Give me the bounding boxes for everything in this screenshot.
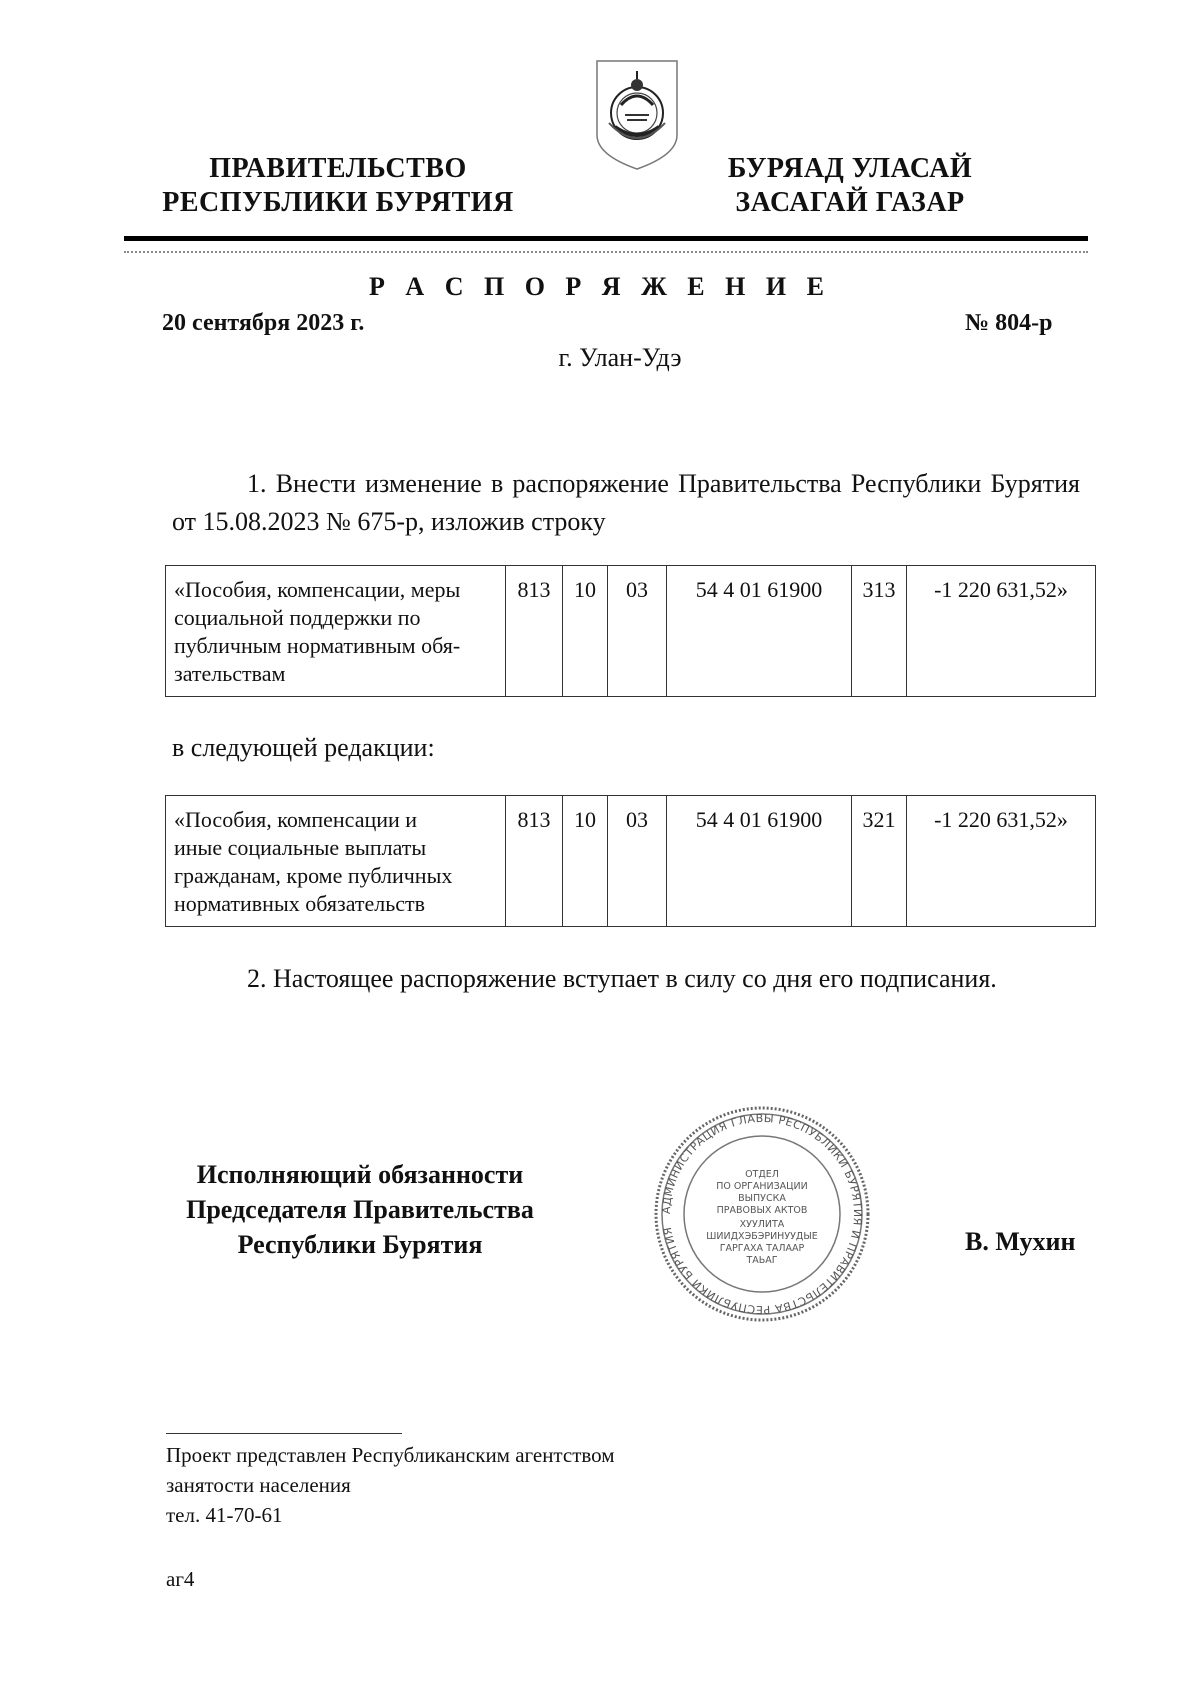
header-right-line2: ЗАСАГАЙ ГАЗАР (735, 187, 965, 218)
footer-phone: тел. 41-70-61 (166, 1503, 283, 1527)
target-article-cell: 54 4 01 61900 (667, 796, 852, 927)
document-type-title: Р А С П О Р Я Ж Е Н И Е (369, 272, 831, 301)
signatory-title (160, 1157, 560, 1262)
ministry-code-cell: 813 (506, 796, 563, 927)
expense-type-cell: 321 (852, 796, 907, 927)
amount-cell: -1 220 631,52» (907, 796, 1096, 927)
footer-line: Проект представлен Республиканским агентством (166, 1443, 615, 1467)
seal-inner-line: ПО ОРГАНИЗАЦИИ (716, 1181, 808, 1192)
seal-inner-line: ГАРГАХА ТАЛААР (719, 1243, 805, 1254)
signatory-title-line: Председателя Правительства (186, 1195, 534, 1224)
document-date: 20 сентября 2023 г. (162, 310, 365, 336)
budget-item-name-line: иные социальные выплаты (174, 835, 427, 860)
coat-of-arms-emblem (591, 57, 683, 173)
seal-inner-line: ШИИДХЭБЭРИНУУДЫЕ (706, 1231, 818, 1242)
old-budget-row-table (165, 565, 1096, 697)
header-divider-thick (124, 236, 1088, 241)
document-code: аг4 (166, 1567, 195, 1591)
signatory-title-line: Исполняющий обязанности (196, 1160, 524, 1189)
section-code-cell: 10 (563, 566, 608, 697)
seal-inner-line: ПРАВОВЫХ АКТОВ (716, 1205, 808, 1216)
subsection-code-cell: 03 (608, 796, 667, 927)
header-divider-thin (124, 251, 1088, 253)
header-left-line1: ПРАВИТЕЛЬСТВО (209, 153, 467, 184)
seal-inner-line: ВЫПУСКА (738, 1193, 786, 1204)
document-number: № 804-р (965, 310, 1053, 336)
seal-outer-text: АДМИНИСТРАЦИЯ ГЛАВЫ РЕСПУБЛИКИ БУРЯТИЯ И ПРАВИТЕЛЬСТВА РЕСПУБЛИКИ БУРЯТИЯ (659, 1111, 865, 1317)
expense-type-cell: 313 (852, 566, 907, 697)
table-row (166, 566, 1096, 697)
seal-inner-line: ОТДЕЛ (745, 1169, 779, 1180)
official-seal-stamp (653, 1105, 871, 1323)
signatory-name: В. Мухин (965, 1227, 1076, 1256)
budget-item-name-cell (166, 796, 506, 927)
paragraph-2: 2. Настоящее распоряжение вступает в силу со дня его подписания. (247, 964, 997, 993)
footer-note (166, 1440, 615, 1530)
budget-item-name-line: публичным нормативным обя- (174, 633, 461, 658)
document-city: г. Улан-Удэ (558, 343, 682, 372)
subsection-code-cell: 03 (608, 566, 667, 697)
amount-cell: -1 220 631,52» (907, 566, 1096, 697)
budget-item-name-line: гражданам, кроме публичных (174, 863, 453, 888)
new-budget-row-table (165, 795, 1096, 927)
footer-line: занятости населения (166, 1473, 351, 1497)
paragraph-1: 1. Внести изменение в распоряжение Правительства Республики Бурятия от 15.08.2023 № 675-р, изложив строку (172, 469, 1080, 536)
signatory-title-line: Республики Бурятия (237, 1230, 483, 1259)
section-code-cell: 10 (563, 796, 608, 927)
seal-inner-line: ХУУЛИТА (739, 1219, 785, 1230)
table-row (166, 796, 1096, 927)
budget-item-name-line: зательствам (174, 661, 286, 686)
budget-item-name-cell (166, 566, 506, 697)
header-right-line1: БУРЯАД УЛАСАЙ (727, 153, 973, 184)
ministry-code-cell: 813 (506, 566, 563, 697)
budget-item-name-line: социальной поддержки по (174, 605, 421, 630)
seal-inner-line: ТАЬАГ (746, 1255, 778, 1266)
footnote-divider (166, 1433, 402, 1434)
header-left-line2: РЕСПУБЛИКИ БУРЯТИЯ (162, 187, 514, 218)
target-article-cell: 54 4 01 61900 (667, 566, 852, 697)
budget-item-name-line: нормативных обязательств (174, 891, 426, 916)
budget-item-name-line: «Пособия, компенсации, меры (174, 577, 461, 602)
budget-item-name-line: «Пособия, компенсации и (174, 807, 418, 832)
next-edition-label: в следующей редакции: (172, 733, 435, 762)
